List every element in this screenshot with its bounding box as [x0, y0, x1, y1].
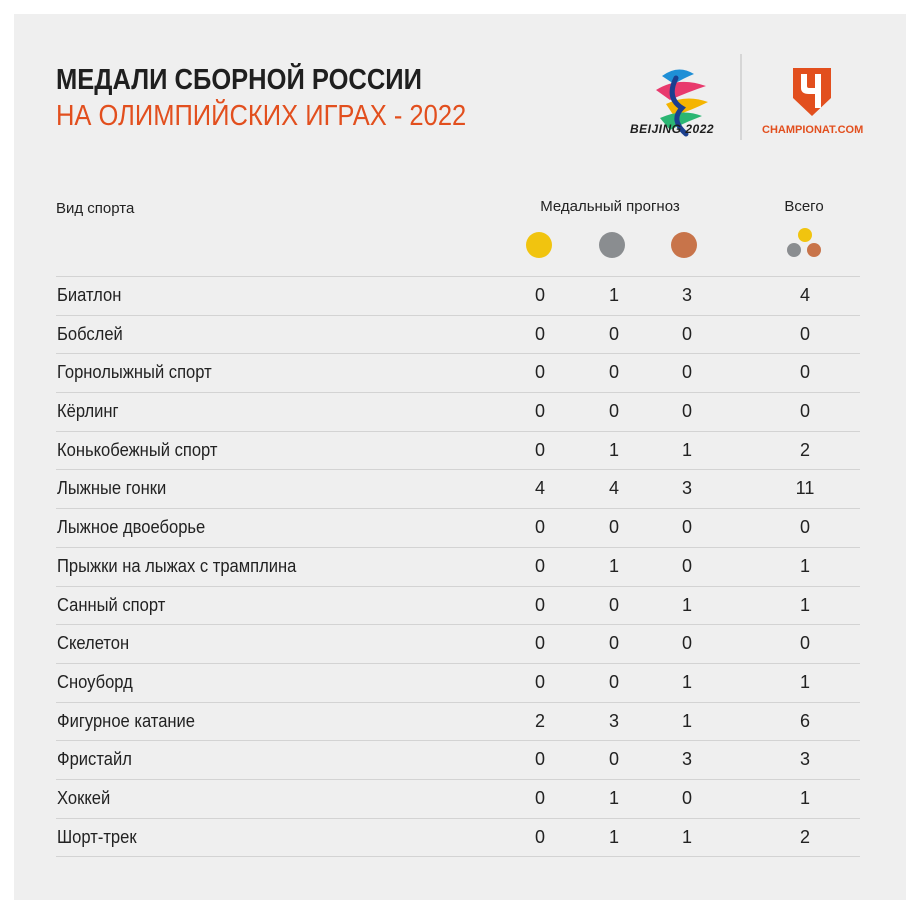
- table-row: [56, 315, 860, 354]
- column-header-sport: Вид спорта: [56, 200, 135, 217]
- championat-logo-icon: [791, 66, 833, 118]
- table-row: [56, 818, 860, 857]
- column-header-forecast: Медальный прогноз: [540, 198, 680, 215]
- silver-count: 1: [608, 826, 619, 847]
- silver-count: 1: [608, 787, 619, 808]
- table-row: [56, 702, 860, 741]
- bronze-count: 1: [681, 826, 692, 847]
- total-silver-dot-icon: [787, 243, 801, 257]
- gold-count: 0: [534, 439, 545, 460]
- table-row: [56, 431, 860, 470]
- gold-count: 0: [534, 826, 545, 847]
- total-count: 1: [799, 671, 810, 692]
- row-divider: [56, 469, 860, 470]
- bronze-count: 0: [681, 633, 692, 654]
- bronze-count: 1: [681, 439, 692, 460]
- row-divider: [56, 547, 860, 548]
- bronze-medal-icon: [671, 232, 697, 258]
- medal-table: [14, 276, 906, 856]
- table-row: [56, 469, 860, 508]
- infographic-card: [14, 14, 906, 900]
- row-divider: [56, 740, 860, 741]
- sport-name: Сноуборд: [57, 671, 133, 692]
- row-divider: [56, 818, 860, 819]
- silver-count: 0: [608, 633, 619, 654]
- row-divider: [56, 315, 860, 316]
- gold-count: 0: [534, 671, 545, 692]
- gold-count: 0: [534, 749, 545, 770]
- row-divider: [56, 663, 860, 664]
- row-divider: [56, 353, 860, 354]
- sport-name: Фигурное катание: [57, 710, 196, 731]
- silver-count: 0: [608, 517, 619, 538]
- silver-count: 1: [608, 439, 619, 460]
- gold-count: 0: [534, 517, 545, 538]
- silver-count: 0: [608, 401, 619, 422]
- total-count: 2: [799, 826, 810, 847]
- gold-count: 0: [534, 594, 545, 615]
- gold-count: 4: [534, 478, 545, 499]
- sport-name: Лыжные гонки: [57, 478, 167, 499]
- row-divider: [56, 779, 860, 780]
- sport-name: Хоккей: [57, 787, 111, 808]
- table-bottom-divider: [56, 856, 860, 857]
- total-count: 1: [799, 787, 810, 808]
- silver-count: 0: [608, 671, 619, 692]
- total-count: 0: [799, 362, 810, 383]
- row-divider: [56, 702, 860, 703]
- table-row: [56, 740, 860, 779]
- championat-brand-text: CHAMPIONAT.COM: [762, 124, 864, 136]
- table-row: [56, 586, 860, 625]
- silver-count: 1: [608, 285, 619, 305]
- silver-count: 1: [608, 555, 619, 576]
- gold-count: 0: [534, 323, 545, 344]
- sport-name: Скелетон: [57, 633, 130, 654]
- table-row: [56, 547, 860, 586]
- silver-count: 0: [608, 749, 619, 770]
- total-count: 0: [799, 517, 810, 538]
- silver-medal-icon: [599, 232, 625, 258]
- bronze-count: 0: [681, 362, 692, 383]
- bronze-count: 3: [681, 749, 692, 770]
- total-count: 3: [799, 749, 810, 770]
- silver-count: 0: [608, 323, 619, 344]
- sport-name: Прыжки на лыжах с трамплина: [57, 555, 297, 576]
- sport-name: Бобслей: [57, 323, 123, 344]
- gold-count: 0: [534, 555, 545, 576]
- bronze-count: 0: [681, 517, 692, 538]
- bronze-count: 0: [681, 323, 692, 344]
- total-count: 11: [795, 478, 815, 499]
- logo-divider: [740, 54, 742, 140]
- table-row: [56, 663, 860, 702]
- sport-name: Санный спорт: [57, 594, 166, 615]
- sport-name: Фристайл: [57, 749, 132, 770]
- bronze-count: 1: [681, 594, 692, 615]
- beijing-logo-text: BEIJING 2022: [630, 122, 715, 136]
- table-row: [56, 392, 860, 431]
- silver-count: 0: [608, 594, 619, 615]
- sport-name: Кёрлинг: [57, 401, 119, 422]
- row-divider: [56, 431, 860, 432]
- bronze-count: 0: [681, 555, 692, 576]
- beijing-2022-emblem-icon: [626, 58, 736, 154]
- sport-name: Биатлон: [57, 285, 122, 305]
- gold-count: 0: [534, 401, 545, 422]
- bronze-count: 1: [681, 671, 692, 692]
- total-bronze-dot-icon: [807, 243, 821, 257]
- table-row: [56, 276, 860, 315]
- table-row: [56, 779, 860, 818]
- total-count: 0: [799, 633, 810, 654]
- sport-name: Шорт-трек: [57, 826, 137, 847]
- bronze-count: 0: [681, 787, 692, 808]
- sport-name: Лыжное двоеборье: [57, 517, 206, 538]
- sport-name: Конькобежный спорт: [57, 439, 218, 460]
- total-count: 6: [799, 710, 810, 731]
- sport-name: Горнолыжный спорт: [57, 362, 212, 383]
- row-divider: [56, 508, 860, 509]
- silver-count: 3: [608, 710, 619, 731]
- gold-count: 0: [534, 787, 545, 808]
- gold-count: 0: [534, 633, 545, 654]
- total-count: 1: [799, 555, 810, 576]
- bronze-count: 3: [681, 478, 692, 499]
- table-row: [56, 353, 860, 392]
- total-gold-dot-icon: [798, 228, 812, 242]
- gold-medal-icon: [526, 232, 552, 258]
- table-row: [56, 508, 860, 547]
- bronze-count: 3: [681, 285, 692, 305]
- total-count: 0: [799, 323, 810, 344]
- table-row: [56, 624, 860, 663]
- total-count: 0: [799, 401, 810, 422]
- column-header-total: Всего: [784, 198, 824, 215]
- title-line-2: НА ОЛИМПИЙСКИХ ИГРАХ - 2022: [56, 100, 467, 132]
- total-count: 2: [799, 439, 810, 460]
- gold-count: 0: [534, 285, 545, 305]
- row-divider: [56, 586, 860, 587]
- bronze-count: 1: [681, 710, 692, 731]
- total-count: 1: [799, 594, 810, 615]
- gold-count: 2: [534, 710, 545, 731]
- row-divider: [56, 624, 860, 625]
- silver-count: 4: [608, 478, 619, 499]
- title-line-1: МЕДАЛИ СБОРНОЙ РОССИИ: [56, 64, 422, 96]
- bronze-count: 0: [681, 401, 692, 422]
- row-divider: [56, 392, 860, 393]
- total-count: 4: [799, 285, 810, 305]
- silver-count: 0: [608, 362, 619, 383]
- gold-count: 0: [534, 362, 545, 383]
- row-divider: [56, 276, 860, 277]
